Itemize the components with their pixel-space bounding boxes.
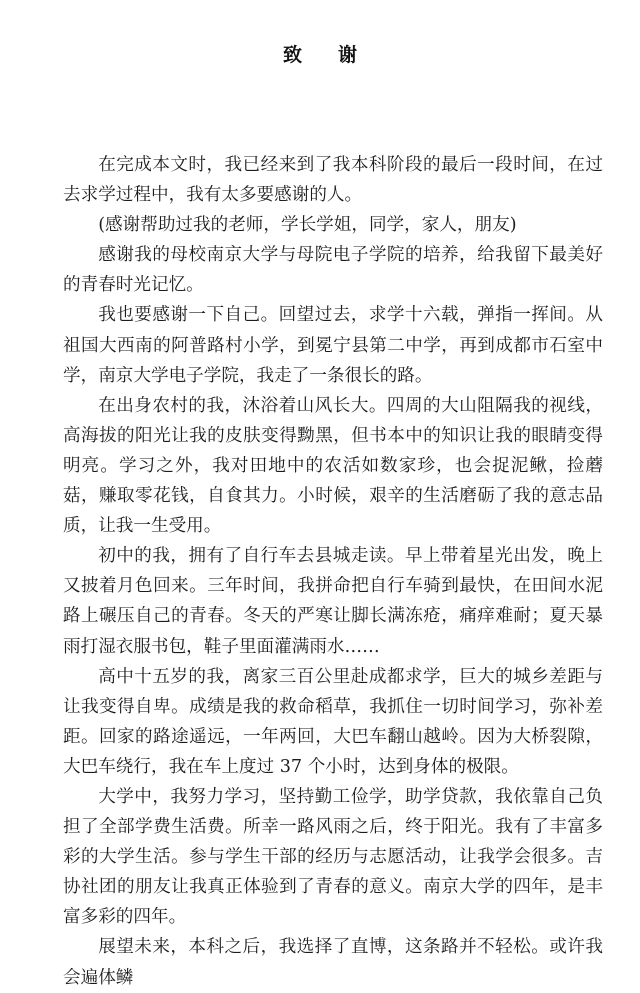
paragraph-university: 大学中，我努力学习，坚持勤工俭学，助学贷款，我依靠自己负担了全部学费生活费。所幸一路风雨之后，终于阳光。我有了丰富多彩的大学生活。参与学生干部的经历与志愿活动，让我学会很多。吉协社团的朋友让我真正体验到了青春的意义。南京大学的四年，是丰富多彩的四年。	[63, 786, 603, 928]
page-title	[0, 40, 640, 67]
title-char-1: 致	[282, 44, 302, 66]
paragraph-alma-mater: 感谢我的母校南京大学与母院电子学院的培养，给我留下最美好的青春时光记忆。	[63, 245, 603, 296]
paragraph-thanks-list: (感谢帮助过我的老师，学长学姐，同学，家人，朋友)	[98, 215, 517, 236]
paragraph-middle-school: 初中的我，拥有了自行车去县城走读。早上带着星光出发，晚上又披着月色回来。三年时间，我拼命把自行车骑到最快，在田间水泥路上碾压自己的青春。冬天的严寒让脚长满冻疮，痛痒难耐；夏天暴雨打湿衣服书包，鞋子里面灌满雨水……	[63, 546, 603, 657]
paragraph-high-school: 高中十五岁的我，离家三百公里赴成都求学，巨大的城乡差距与让我变得自卑。成绩是我的救命稻草，我抓住一切时间学习，弥补差距。回家的路途遥远，一年两回，大巴车翻山越岭。因为大桥裂隙，大巴车绕行，我在车上度过 37 个小时，达到身体的极限。	[63, 666, 603, 777]
paragraph-childhood: 在出身农村的我，沐浴着山风长大。四周的大山阻隔我的视线，高海拔的阳光让我的皮肤变得黝黑，但书本中的知识让我的眼睛变得明亮。学习之外，我对田地中的农活如数家珍，也会捉泥鳅，捡蘑菇，赚取零花钱，自食其力。小时候，艰辛的生活磨砺了我的意志品质，让我一生受用。	[63, 395, 603, 537]
acknowledgement-body	[63, 150, 603, 993]
title-char-2: 谢	[338, 44, 358, 66]
paragraph-intro: 在完成本文时，我已经来到了我本科阶段的最后一段时间，在过去求学过程中，我有太多要感谢的人。	[63, 155, 603, 206]
paragraph-self: 我也要感谢一下自己。回望过去，求学十六载，弹指一挥间。从祖国大西南的阿普路村小学，到冕宁县第二中学，再到成都市石室中学，南京大学电子学院，我走了一条很长的路。	[63, 305, 603, 386]
paragraph-future: 展望未来，本科之后，我选择了直博，这条路并不轻松。或许我会遍体鳞	[63, 937, 603, 988]
